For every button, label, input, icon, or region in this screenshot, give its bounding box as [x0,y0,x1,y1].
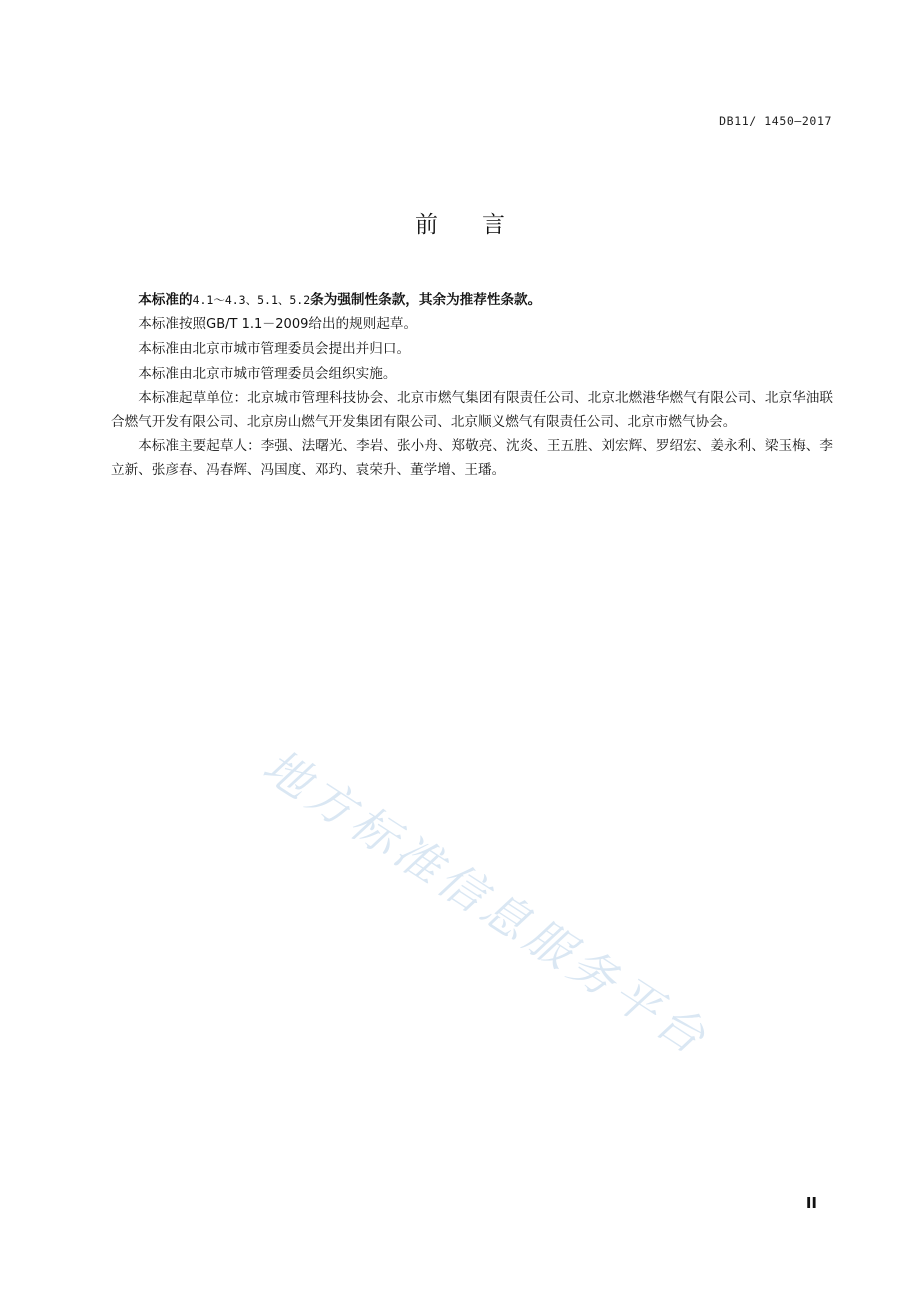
paragraph-mandatory-clauses [111,288,833,312]
paragraph-drafters: 本标准主要起草人：李强、法曙光、李岩、张小舟、郑敬亮、沈炎、王五胜、刘宏辉、罗绍宏、姜永利、梁玉梅、李立新、张彦春、冯春辉、冯国度、邓玓、袁荣升、董学增、王璠。 [111,438,833,479]
standard-reference: GB/T 1.1－2009 [206,317,309,333]
watermark: 地方标准信息服务平台 [253,738,720,1067]
paragraph-drafting-units: 本标准起草单位：北京城市管理科技协会、北京市燃气集团有限责任公司、北京北燃港华燃气有限公司、北京华油联合燃气开发有限公司、北京房山燃气开发集团有限公司、北京顺义燃气有限责任公司、北京市燃气协会。 [111,389,833,431]
foreword-body [111,288,833,483]
clause-numbers: 4.1～4.3、5.1、5.2 [192,293,311,307]
paragraph-proposer: 本标准由北京市城市管理委员会提出并归口。 [138,341,411,358]
paragraph-lead: 本标准按照 [138,316,207,333]
paragraph-tail: 条为强制性条款，其余为推荐性条款。 [310,292,542,308]
page-number: II [805,1194,817,1212]
paragraph-implementer: 本标准由北京市城市管理委员会组织实施。 [138,365,397,382]
page-title: 前言 [415,212,549,238]
paragraph-drafting-rules [111,312,833,337]
document-code: DB11/ 1450—2017 [719,114,832,128]
paragraph-tail: 给出的规则起草。 [308,316,418,333]
paragraph-lead: 本标准的 [138,292,193,308]
